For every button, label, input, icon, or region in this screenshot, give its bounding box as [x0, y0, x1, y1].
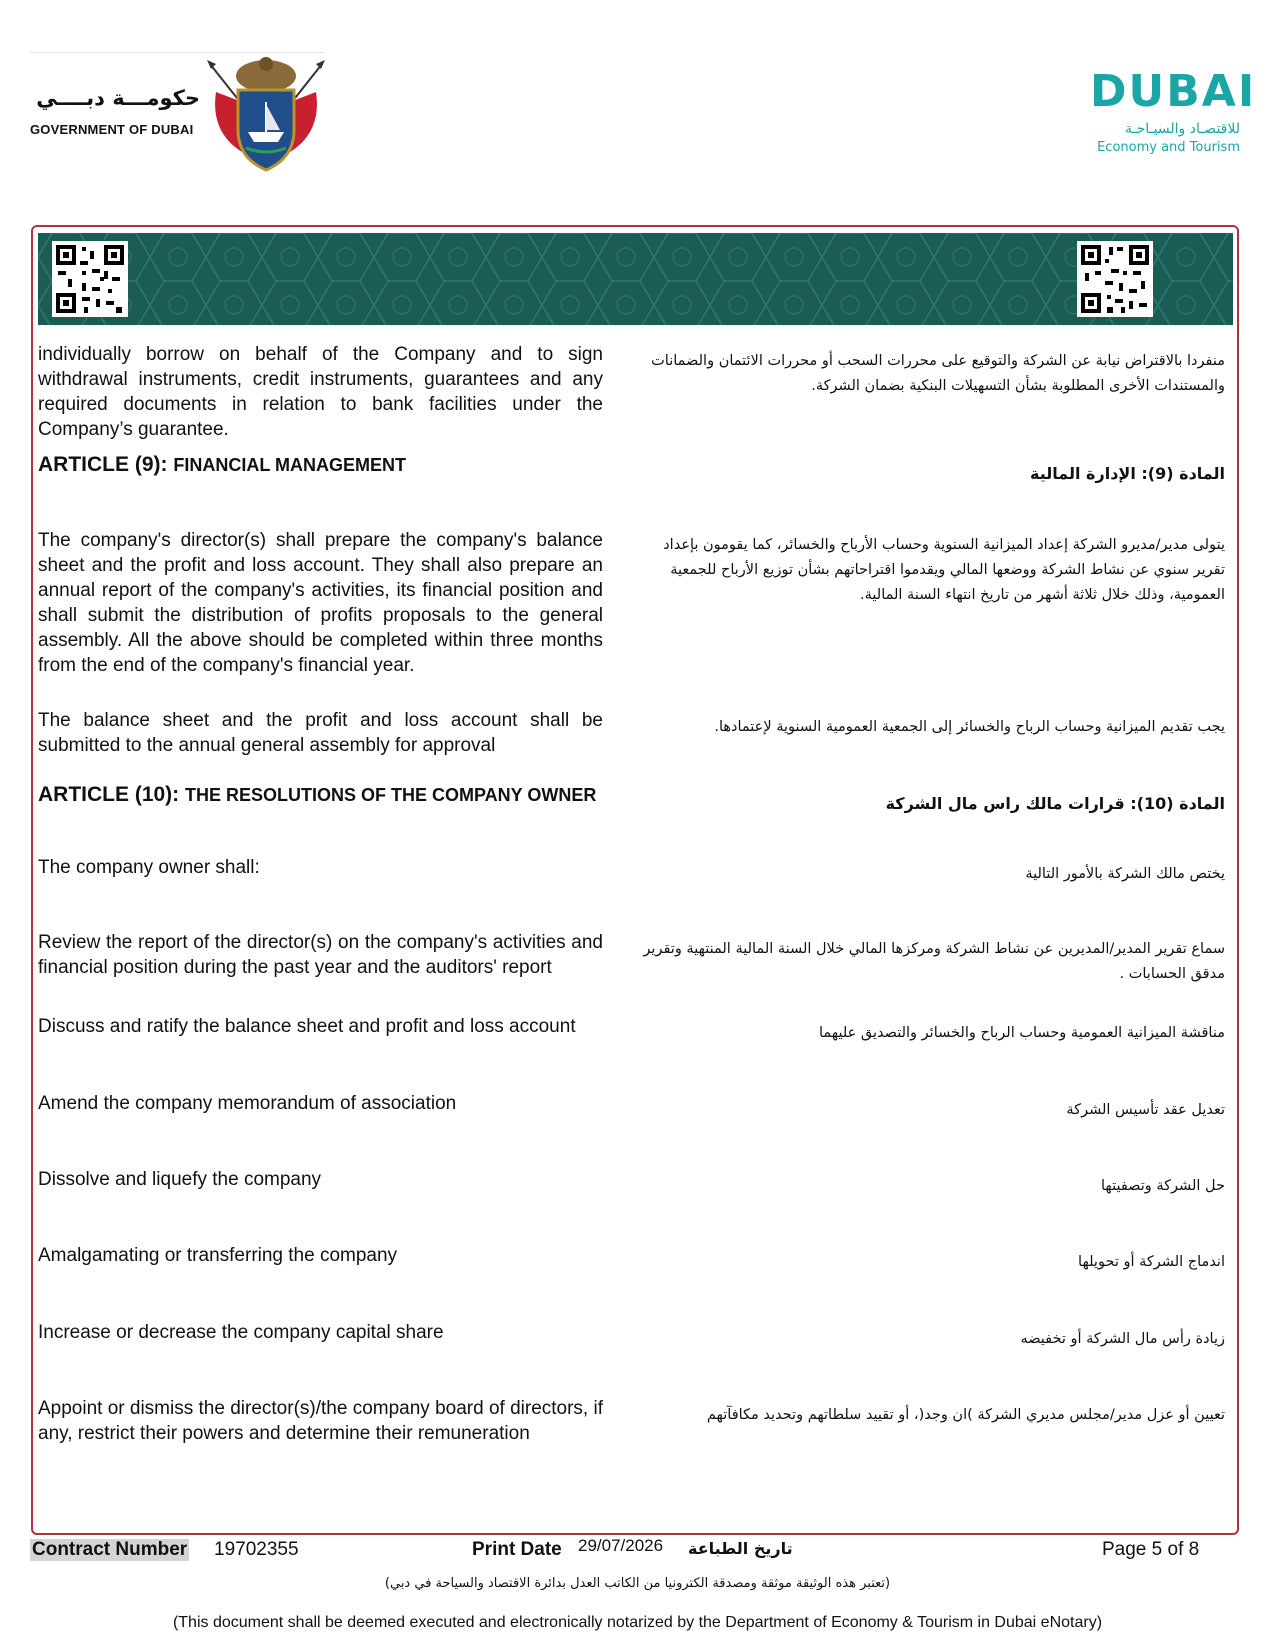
article-9-heading-ar: المادة (9): الإدارة المالية — [1030, 464, 1225, 483]
dubai-logo-english: Economy and Tourism — [1097, 140, 1240, 155]
clause-en-appoint-directors: Appoint or dismiss the director(s)/the company board of directors, if any, restrict their powers and determine their remuneration — [38, 1398, 603, 1444]
clause-en-capital-change: Increase or decrease the company capital share — [38, 1322, 444, 1343]
clause-ar-capital-change: زيادة رأس مال الشركة أو تخفيضه — [1020, 1331, 1225, 1347]
clause-en-amend-memorandum: Amend the company memorandum of association — [38, 1093, 457, 1114]
dubai-economy-tourism-logo — [1090, 66, 1257, 176]
clause-en-amalgamate: Amalgamating or transferring the company — [38, 1245, 398, 1266]
article-9-title: FINANCIAL MANAGEMENT — [173, 455, 406, 475]
contract-number-value: 19702355 — [214, 1539, 299, 1560]
clause-en-dissolve: Dissolve and liquefy the company — [38, 1169, 322, 1190]
government-name-arabic: حكومـــة دبــــي — [36, 86, 200, 110]
clause-en-submit-approval: The balance sheet and the profit and loss account shall be submitted to the annual general assembly for approval — [38, 710, 603, 756]
clause-en-ratify-balance: Discuss and ratify the balance sheet and profit and loss account — [38, 1016, 576, 1037]
article-9-heading-en — [38, 452, 603, 478]
dubai-government-emblem — [202, 52, 330, 174]
clause-en-borrowing: individually borrow on behalf of the Company and to sign withdrawal instruments, credit instruments, guarantees and any required documents in relation to bank facilities under the Company’s guarantee. — [38, 344, 603, 440]
article-10-heading-ar: المادة (10): قرارات مالك راس مال الشركة — [885, 794, 1225, 813]
page-number: Page 5 of 8 — [1102, 1539, 1200, 1560]
article-10-title: THE RESOLUTIONS OF THE COMPANY OWNER — [185, 785, 597, 805]
clause-ar-amend-memorandum: تعديل عقد تأسيس الشركة — [1066, 1102, 1225, 1118]
clause-ar-submit-approval: يجب تقديم الميزانية وحساب الرباح والخسائر إلى الجمعية العمومية السنوية لإعتمادها. — [714, 719, 1225, 735]
contract-number-label: Contract Number — [32, 1539, 188, 1560]
government-name-english: GOVERNMENT OF DUBAI — [30, 122, 194, 137]
clause-ar-dissolve: حل الشركة وتصفيتها — [1100, 1178, 1225, 1194]
pattern-banner — [38, 233, 1233, 325]
article-10-number: ARTICLE (10): — [38, 783, 185, 806]
clause-ar-ratify-balance: مناقشة الميزانية العمومية وحساب الرباح والخسائر والتصديق عليهما — [819, 1025, 1225, 1041]
print-date-label-arabic: تاريخ الطباعة — [688, 1539, 793, 1558]
dubai-logo-arabic: للاقتصـاد والسيـاحـة — [1125, 121, 1240, 137]
notarization-note-english: (This document shall be deemed executed and electronically notarized by the Department of Economy & Tourism in Dubai eNotary) — [172, 1614, 1103, 1631]
print-date-value: 29/07/2026 — [578, 1536, 664, 1555]
clause-ar-borrowing: منفردا بالاقتراض نيابة عن الشركة والتوقيع على محررات السحب أو محررات الائتمان والضمانات والمستندات الأخرى المطلوبة بشأن التسهيلات البنكية بضمان الشركة. — [651, 353, 1225, 394]
qr-code-right[interactable] — [1077, 241, 1153, 317]
clause-ar-owner-shall: يختص مالك الشركة بالأمور التالية — [1025, 866, 1225, 882]
notarization-note-arabic: (تعتبر هذه الوثيقة موثقة ومصدقة الكترونيا من الكاتب العدل بدائرة الاقتصاد والسياحة في دبي) — [384, 1576, 891, 1591]
qr-code-icon — [1077, 241, 1153, 317]
clause-en-financial-statements: The company's director(s) shall prepare the company's balance sheet and the profit and loss account. They shall also prepare an annual report of the company's activities, its financial position and shall submit the distribution of profits proposals to the general assembly. All the above should be completed within three months from the end of the company's financial year. — [38, 530, 603, 676]
article-10-heading-en — [38, 782, 603, 808]
article-9-number: ARTICLE (9): — [38, 453, 174, 476]
clause-ar-amalgamate: اندماج الشركة أو تحويلها — [1078, 1254, 1225, 1270]
clause-ar-appoint-directors: تعيين أو عزل مدير/مجلس مديري الشركة )ان وجد(، أو تقييد سلطاتهم وتحديد مكافآتهم — [706, 1407, 1225, 1423]
clause-en-owner-shall: The company owner shall: — [38, 857, 260, 878]
dubai-logo-word: DUBAI — [1090, 66, 1257, 117]
print-date-label: Print Date — [472, 1539, 562, 1560]
qr-code-left[interactable] — [52, 241, 128, 317]
clause-en-review-report: Review the report of the director(s) on the company's activities and financial position during the past year and the auditors' report — [38, 932, 603, 978]
qr-code-icon — [52, 241, 128, 317]
clause-ar-financial-statements: يتولى مدير/مديرو الشركة إعداد الميزانية السنوية وحساب الأرباح والخسائر، كما يقومون بإعداد تقرير سنوي عن نشاط الشركة ووضعها المالي ويقدموا اقتراحاتهم بشأن توزيع الأرباح للجمعية العمومية، وذلك خلال ثلاثة أشهر من تاريخ انتهاء السنة المالية. — [663, 537, 1225, 603]
clause-ar-review-report: سماع تقرير المدير/المديرين عن نشاط الشركة ومركزها المالي خلال السنة المالية المنتهية وتقرير مدقق الحسابات . — [643, 941, 1225, 982]
banner-pattern — [38, 233, 1233, 325]
